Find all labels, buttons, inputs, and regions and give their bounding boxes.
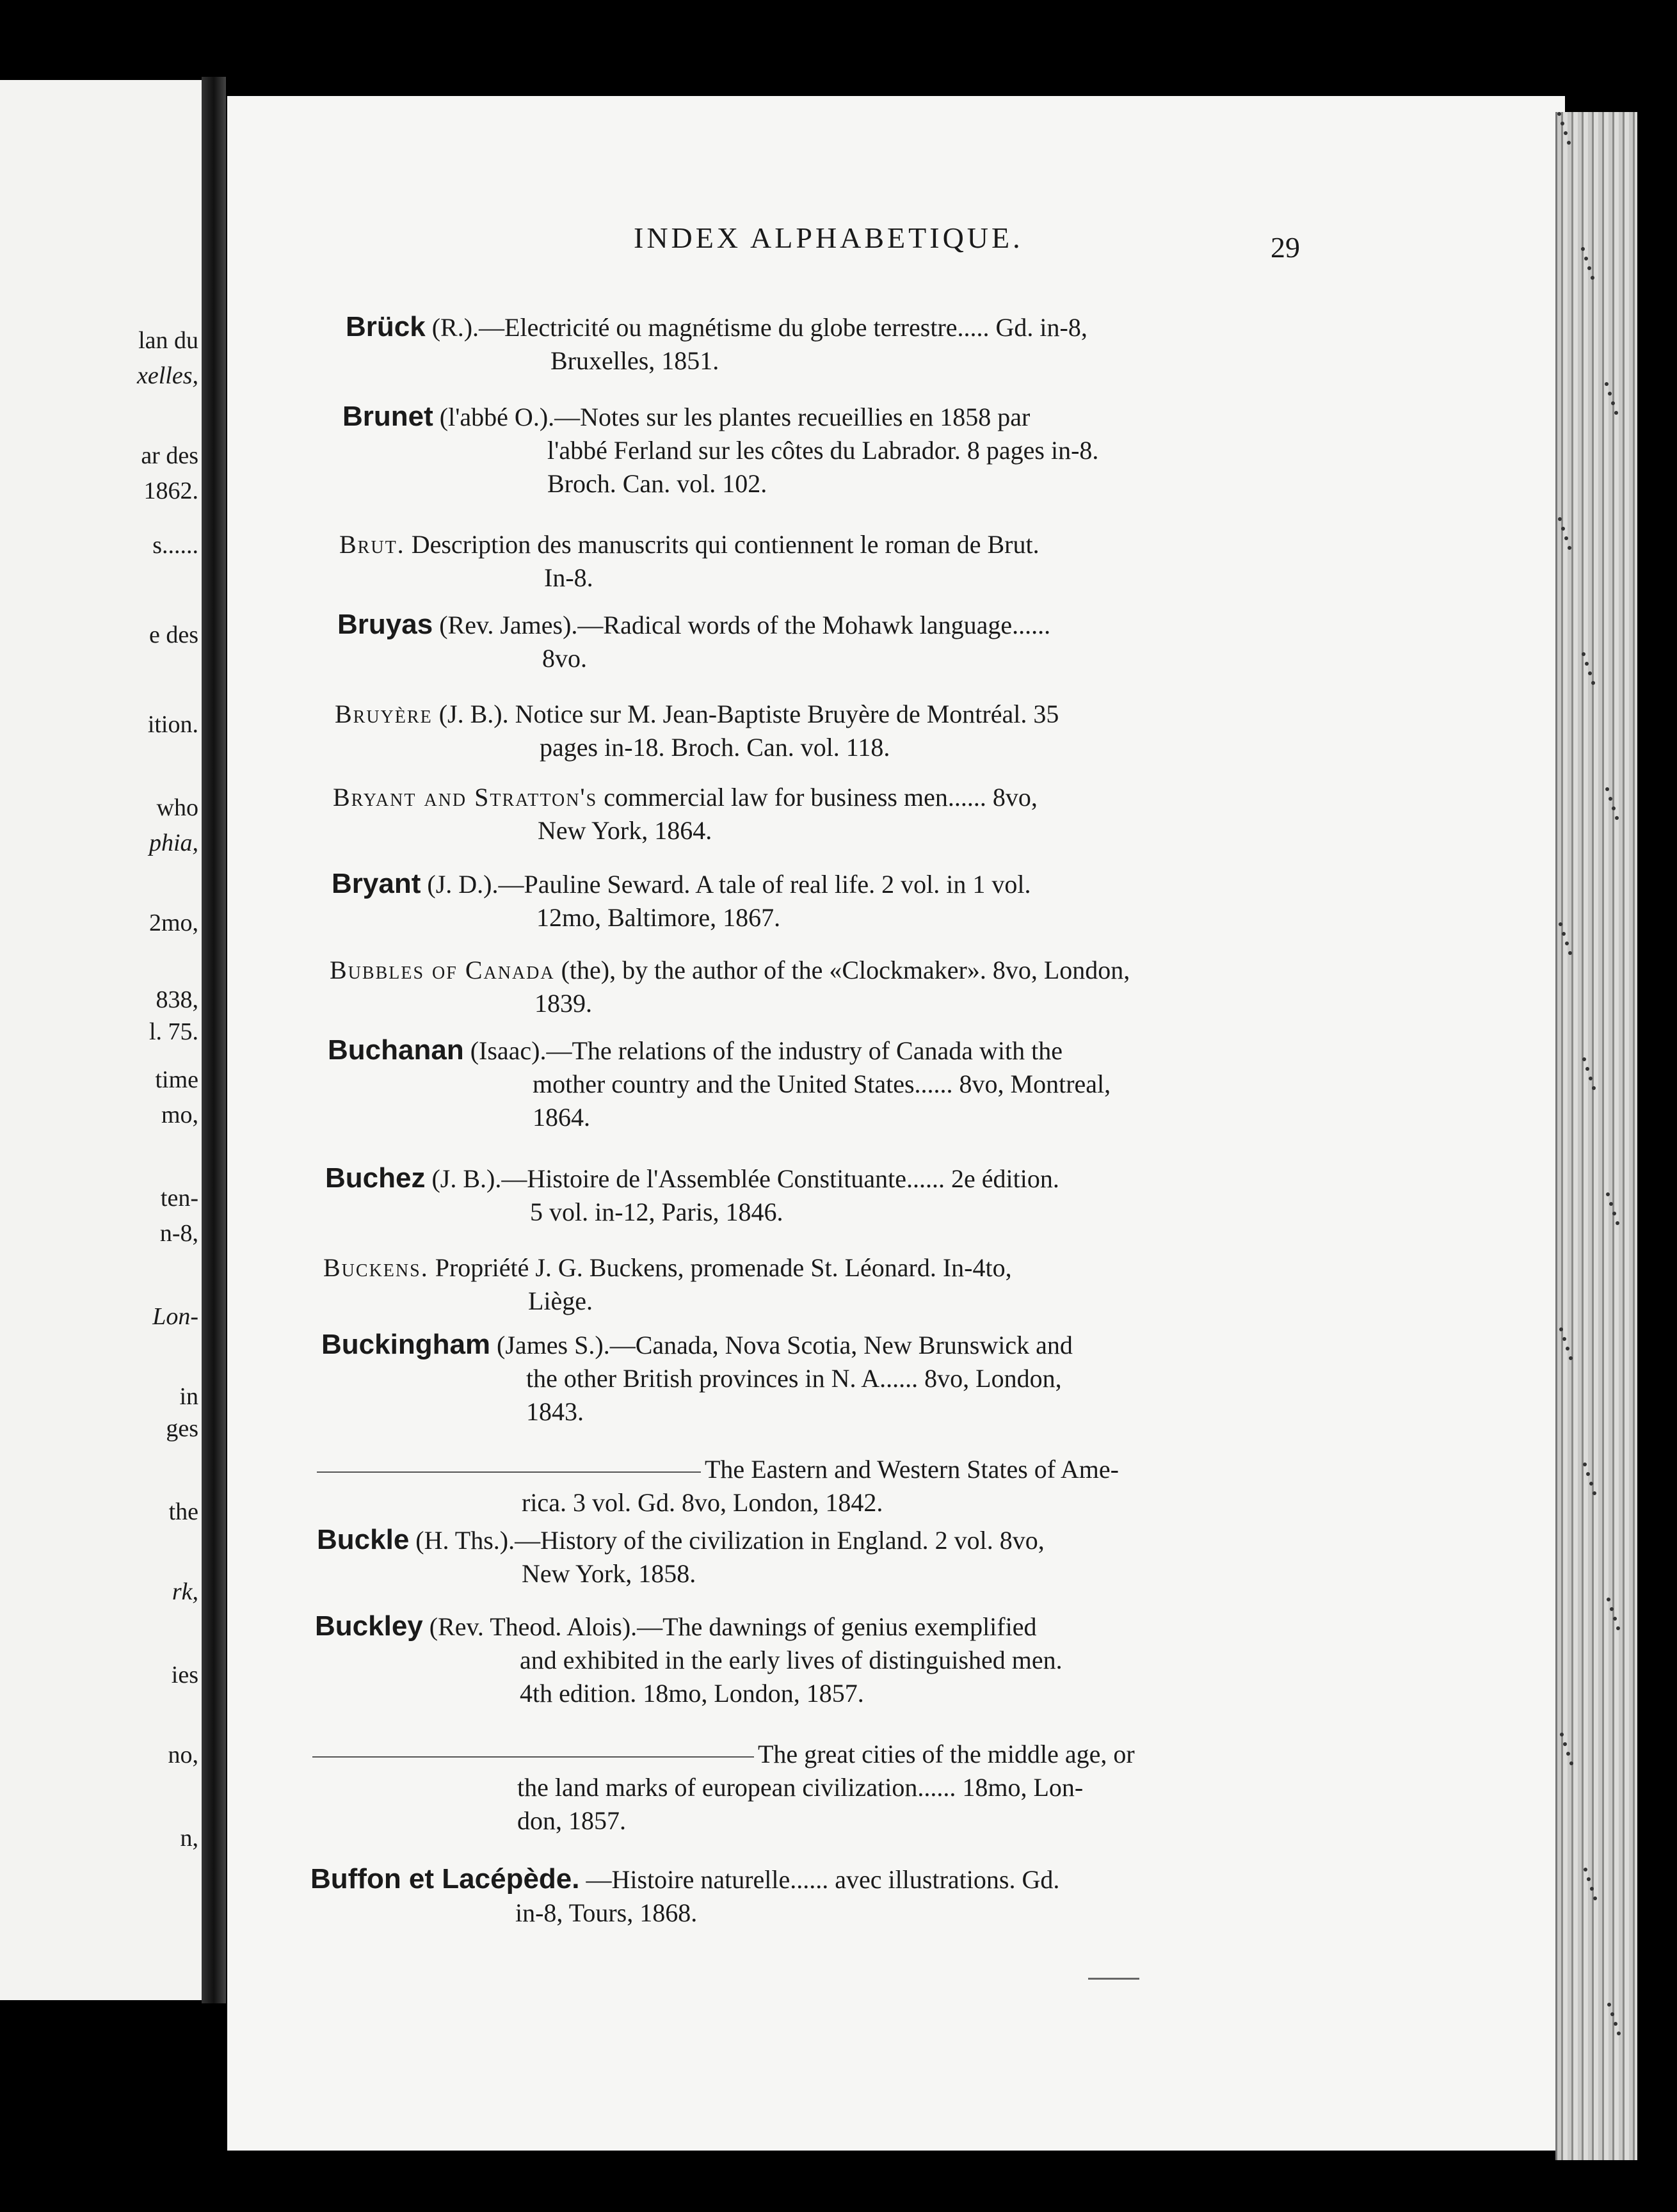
entry-heading: Buckens. xyxy=(323,1253,429,1282)
entry-line xyxy=(321,1395,1307,1429)
entry-line xyxy=(321,1362,1307,1395)
facing-page-fragment: ar des xyxy=(141,442,198,469)
facing-page-fragment: rk, xyxy=(172,1578,198,1605)
entry-text: the land marks of european civilization...... 18mo, Lon- xyxy=(517,1773,1084,1802)
entry-line xyxy=(312,1771,1298,1804)
entry-line xyxy=(335,731,1320,764)
facing-page-fragment: n, xyxy=(180,1825,198,1852)
facing-page-fragment: 1862. xyxy=(143,477,198,504)
entry-line xyxy=(328,1068,1313,1101)
entry-line xyxy=(339,528,1325,561)
index-entry xyxy=(330,954,1315,1020)
entry-text: commercial law for business men...... 8vo, xyxy=(604,783,1038,812)
index-entry xyxy=(310,1863,1296,1930)
entry-text: Bruxelles, 1851. xyxy=(550,346,719,375)
entry-line xyxy=(337,642,1323,675)
entry-text: New York, 1858. xyxy=(522,1559,696,1588)
entry-heading: Buchez xyxy=(325,1162,426,1194)
facing-page-fragment: Lon- xyxy=(152,1303,198,1330)
index-entry xyxy=(312,1738,1298,1838)
entry-line xyxy=(317,1453,1303,1486)
book-gutter xyxy=(202,77,226,2003)
entry-text: (l'abbé O.).—Notes sur les plantes recueillies en 1858 par xyxy=(439,403,1031,431)
entry-text: 4th edition. 18mo, London, 1857. xyxy=(520,1679,864,1708)
entry-line xyxy=(332,867,1317,901)
facing-page-fragment: phia, xyxy=(148,830,198,856)
facing-page-fragment: 2mo, xyxy=(148,910,198,936)
end-ornament xyxy=(1088,1978,1139,1980)
entry-heading: Bruyas xyxy=(337,609,433,640)
index-entry xyxy=(325,1162,1311,1229)
index-entry xyxy=(317,1523,1303,1591)
index-entry xyxy=(335,698,1320,764)
facing-page-fragment: l. 75. xyxy=(148,1018,198,1045)
entry-text: (Rev. Theod. Alois).—The dawnings of genius exemplified xyxy=(429,1612,1037,1641)
facing-page-fragment: n-8, xyxy=(159,1220,198,1247)
entry-heading: Buckle xyxy=(317,1524,410,1555)
entry-heading: Buckley xyxy=(315,1610,423,1642)
entry-heading: Bryant and Stratton's xyxy=(333,783,598,812)
entry-line xyxy=(315,1610,1301,1644)
entry-text: 1843. xyxy=(526,1397,584,1426)
page-edges xyxy=(1555,112,1637,2160)
ditto-rule xyxy=(317,1471,701,1473)
facing-page-fragment: lan du xyxy=(138,327,198,354)
entry-line xyxy=(317,1486,1303,1519)
entry-heading: Bruyère xyxy=(335,700,433,728)
index-entry xyxy=(337,608,1323,675)
page-number: 29 xyxy=(1271,231,1300,264)
entry-line xyxy=(321,1328,1307,1362)
facing-page-fragment: ies xyxy=(171,1662,198,1688)
entry-line xyxy=(337,608,1323,642)
index-entry xyxy=(339,528,1325,595)
ditto-rule xyxy=(312,1756,754,1758)
facing-page-fragment: who xyxy=(156,794,198,821)
entry-text: l'abbé Ferland sur les côtes du Labrador. 8 pages in-8. xyxy=(547,436,1099,465)
entry-line xyxy=(342,467,1328,501)
index-entry xyxy=(346,310,1331,378)
entry-line xyxy=(325,1162,1311,1196)
facing-page-fragment: no, xyxy=(168,1742,198,1768)
entry-heading: Buckingham xyxy=(321,1329,491,1360)
entry-text: The great cities of the middle age, or xyxy=(758,1740,1135,1768)
entry-line xyxy=(310,1896,1296,1930)
index-entry xyxy=(323,1251,1309,1318)
entry-text: pages in-18. Broch. Can. vol. 118. xyxy=(540,733,890,762)
entry-line xyxy=(317,1557,1303,1591)
facing-page-fragment: 838, xyxy=(156,986,198,1013)
entry-text: the other British provinces in N. A...... 8vo, London, xyxy=(526,1364,1062,1393)
entry-line xyxy=(328,1034,1313,1068)
facing-page-fragment: ges xyxy=(166,1415,198,1442)
entry-text: rica. 3 vol. Gd. 8vo, London, 1842. xyxy=(522,1488,883,1517)
entry-text: In-8. xyxy=(544,563,593,592)
index-entry xyxy=(332,867,1317,934)
entry-text: —Histoire naturelle...... avec illustrations. Gd. xyxy=(586,1865,1060,1894)
entry-line xyxy=(339,561,1325,595)
entry-line xyxy=(328,1101,1313,1134)
entry-text: (R.).—Electricité ou magnétisme du globe terrestre..... Gd. in-8, xyxy=(431,313,1087,342)
entry-line xyxy=(333,781,1319,814)
entry-text: and exhibited in the early lives of distinguished men. xyxy=(520,1646,1063,1674)
facing-page-fragment: the xyxy=(168,1498,198,1525)
entry-line xyxy=(315,1677,1301,1710)
index-entry xyxy=(315,1610,1301,1710)
entry-text: mother country and the United States...... 8vo, Montreal, xyxy=(533,1070,1111,1098)
entry-text: 5 vol. in-12, Paris, 1846. xyxy=(530,1198,783,1226)
facing-page-fragment: ition. xyxy=(147,711,198,738)
entry-line xyxy=(335,698,1320,731)
index-entry xyxy=(328,1034,1313,1134)
entry-heading: Brunet xyxy=(342,401,433,432)
entry-text: 1864. xyxy=(533,1103,590,1132)
entry-text: Propriété J. G. Buckens, promenade St. Léonard. In-4to, xyxy=(435,1253,1012,1282)
entry-text: (the), by the author of the «Clockmaker». 8vo, London, xyxy=(561,956,1130,984)
entry-text: 8vo. xyxy=(542,644,587,673)
entry-line xyxy=(323,1251,1309,1285)
entry-text: 12mo, Baltimore, 1867. xyxy=(536,903,781,932)
running-head: INDEX ALPHABETIQUE. xyxy=(634,221,1023,254)
entry-text: 1839. xyxy=(534,989,592,1018)
entry-line xyxy=(323,1285,1309,1318)
index-entry xyxy=(321,1328,1307,1429)
index-entry xyxy=(317,1453,1303,1519)
facing-page-fragment: mo, xyxy=(161,1102,198,1128)
entry-text: (J. B.).—Histoire de l'Assemblée Constituante...... 2e édition. xyxy=(431,1164,1059,1193)
entry-text: (J. D.).—Pauline Seward. A tale of real life. 2 vol. in 1 vol. xyxy=(427,870,1031,899)
entry-line xyxy=(342,434,1328,467)
entry-text: (Rev. James).—Radical words of the Mohawk language...... xyxy=(439,611,1051,639)
entry-text: The Eastern and Western States of Ame- xyxy=(705,1455,1119,1484)
entry-text: (H. Ths.).—History of the civilization in England. 2 vol. 8vo, xyxy=(415,1526,1045,1555)
facing-page-fragment: xelles, xyxy=(136,362,198,389)
entry-line xyxy=(325,1196,1311,1229)
facing-page-fragment: in xyxy=(179,1383,198,1410)
entry-text: in-8, Tours, 1868. xyxy=(515,1898,698,1927)
entry-line xyxy=(312,1738,1298,1771)
entry-line xyxy=(332,901,1317,934)
entry-line xyxy=(330,987,1315,1020)
entry-text: (Isaac).—The relations of the industry of Canada with the xyxy=(470,1036,1063,1065)
entry-line xyxy=(310,1863,1296,1896)
facing-page xyxy=(0,80,211,2000)
entry-line xyxy=(342,400,1328,434)
entry-heading: Brut. xyxy=(339,530,405,559)
entry-line xyxy=(315,1644,1301,1677)
entry-text: Description des manuscrits qui contiennent le roman de Brut. xyxy=(411,530,1039,559)
index-entry xyxy=(342,400,1328,501)
entry-line xyxy=(317,1523,1303,1557)
entry-text: don, 1857. xyxy=(517,1806,626,1835)
entry-text: Broch. Can. vol. 102. xyxy=(547,469,767,498)
entry-text: New York, 1864. xyxy=(538,816,712,845)
entry-text: (James S.).—Canada, Nova Scotia, New Brunswick and xyxy=(497,1331,1073,1359)
entry-text: Liège. xyxy=(528,1286,593,1315)
entry-heading: Bryant xyxy=(332,868,421,899)
entry-text: (J. B.). Notice sur M. Jean-Baptiste Bruyère de Montréal. 35 xyxy=(438,700,1059,728)
facing-page-fragment: s...... xyxy=(152,532,198,559)
entry-line xyxy=(312,1804,1298,1838)
entry-heading: Brück xyxy=(346,311,426,342)
entry-line xyxy=(346,344,1331,378)
facing-page-fragment: e des xyxy=(148,621,198,648)
facing-page-fragment: ten- xyxy=(160,1185,198,1212)
entry-heading: Buchanan xyxy=(328,1034,464,1066)
index-entry xyxy=(333,781,1319,847)
entry-line xyxy=(330,954,1315,987)
entry-line xyxy=(333,814,1319,847)
entry-line xyxy=(346,310,1331,344)
entry-heading: Buffon et Lacépède. xyxy=(310,1863,580,1895)
facing-page-fragment: time xyxy=(155,1066,198,1093)
entry-heading: Bubbles of Canada xyxy=(330,956,555,984)
